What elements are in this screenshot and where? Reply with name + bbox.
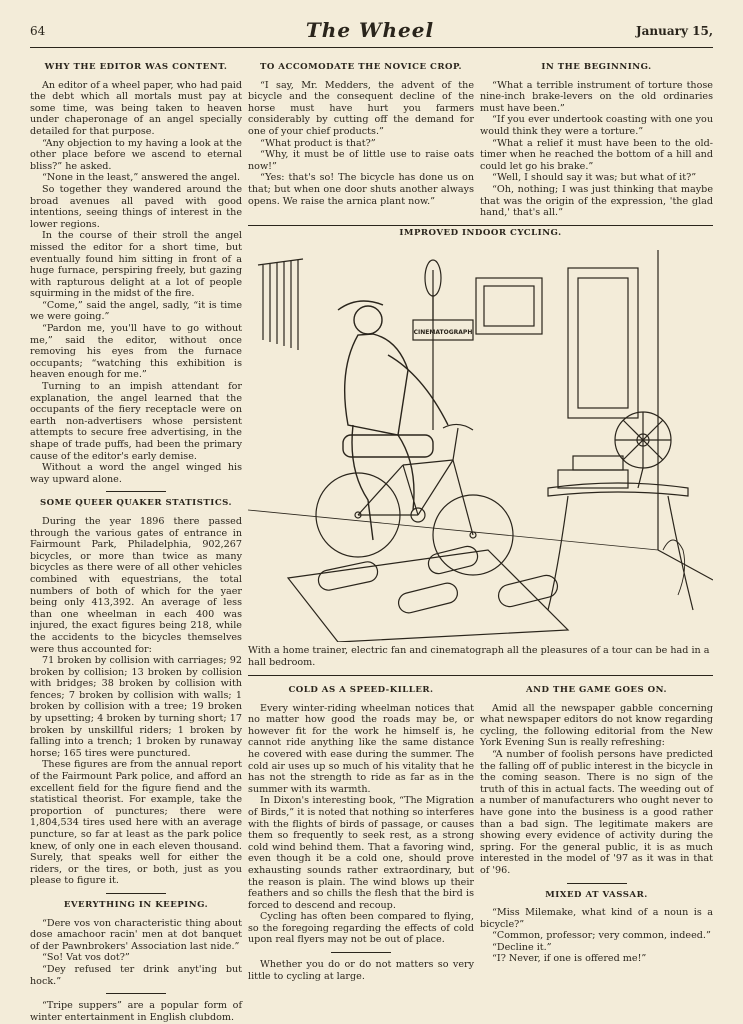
page-header xyxy=(30,18,713,46)
paragraph: “Well, I should say it was; but what of it?” xyxy=(492,172,697,184)
paragraph: “Common, professor; very common, indeed.” xyxy=(492,930,711,942)
column-right-bottom xyxy=(480,683,713,965)
paragraph: “So! Vat vos dot?” xyxy=(42,952,130,964)
paragraph: “Oh, nothing; I was just thinking that maybe that was the origin of the expression, 'the glad hand,' that's all.” xyxy=(480,183,713,219)
paragraph: “Why, it must be of little use to raise oats now!” xyxy=(248,149,474,172)
section-divider xyxy=(106,993,166,994)
paragraph: “Yes: that's so! The bicycle has done us on that; but when one door shuts another always opens. We raise the arnica plant now.” xyxy=(248,172,474,207)
paragraph: “A number of foolish persons have predicted the falling off of public interest in the bicycle in the coming season. There is no sign of the truth of this in actual facts. The weeding out of a number of manufacturers who ought never to have gone into the business is a good rather than a bad sign. The legitimate makers are showing every evidence of activity during the spring. For the general public, it is as much interested in the model of '97 as it was in that of '96. xyxy=(480,748,713,876)
paragraph: “Decline it.” xyxy=(492,941,552,953)
illustration-top-rule xyxy=(248,225,713,226)
paragraph: During the year 1896 there passed through the various gates of entrance in Fairmount Park, Philadelphia, 902,267 bicycles, or more than twice as many bicycles as there were of all other vehicles combined with equestrians, the total numbers of both of which for the yaer being only 413,392. An average of less than one wheelman in each 400 was injured, the exact figures being 218, while the accidents to the bicycles themselves were thus accounted for: xyxy=(30,515,242,655)
paragraph: “If you ever undertook coasting with one you would think they were a torture.” xyxy=(480,114,713,137)
heading-beginning: IN THE BEGINNING. xyxy=(541,62,652,72)
column-middle-bottom xyxy=(248,683,474,982)
paragraph: Every winter-riding wheelman notices that no matter how good the roads may be, or however fit for the work he himself is, he cannot ride anything like the same distance he covered with ease during the summer. The cold air uses up so much of his vitality that he has not the strength to ride as far as in the summer with its warmth. xyxy=(248,702,474,795)
paragraph: “Dey refused ter drink anyt'ing but hock.” xyxy=(30,963,242,987)
paragraph: “Miss Milemake, what kind of a noun is a bicycle?” xyxy=(480,907,713,930)
wall-panel-inner xyxy=(484,286,534,326)
paragraph: “Come,” said the angel, sadly, “it is time we were going.” xyxy=(30,299,242,323)
radiator xyxy=(258,259,303,350)
caption-bottom-rule xyxy=(248,675,713,676)
electric-fan-icon xyxy=(615,412,671,488)
paragraph: “What a terrible instrument of torture those nine-inch brake-levers on the old ordinaries must have been.” xyxy=(480,79,713,114)
heading-editor-content: WHY THE EDITOR WAS CONTENT. xyxy=(44,62,228,72)
cinematograph-sign: CINEMATOGRAPH xyxy=(413,329,473,336)
paragraph: “Pardon me, you'll have to go without me,” said the editor, without once removing his eyes from the furnace occupants; “watching this exhibition is heaven enough for me.” xyxy=(30,323,242,381)
paragraph: Whether you do or do not matters so very little to cycling at large. xyxy=(248,959,474,982)
rider-figure xyxy=(338,301,448,540)
illustration-caption: With a home trainer, electric fan and cinematograph all the pleasures of a tour can be had in a hall bedroom. xyxy=(248,645,710,668)
illustration-heading-wrap xyxy=(248,228,713,238)
header-rule xyxy=(30,47,713,48)
section-divider xyxy=(106,893,166,894)
cinematograph-device xyxy=(413,260,473,430)
heading-everything-keeping: EVERYTHING IN KEEPING. xyxy=(63,899,209,910)
indoor-cycling-illustration xyxy=(248,250,713,642)
section-divider xyxy=(331,952,391,953)
paragraph: Without a word the angel winged his way upward alone. xyxy=(30,462,242,485)
heading-novice-crop: TO ACCOMODATE THE NOVICE CROP. xyxy=(259,62,463,72)
paragraph: 71 broken by collision with carriages; 92 broken by collision; 13 broken by collision with bridges; 38 broken by collision with fences; 7 broken by collision with walls; 1 broken by collision with a tree; 19 broken by upsetting; 4 broken by turning short; 17 broken by unskillful riders; 1 broken by falling into a trench; 1 broken by runaway horse; 165 tires were punctured. xyxy=(30,655,242,759)
illustration-title: IMPROVED INDOOR CYCLING. xyxy=(399,228,562,238)
paragraph: In Dixon's interesting book, “The Migration of Birds,” it is noted that nothing so interferes with the flights of birds of passage, or causes them so frequently to seek rest, as a strong cold wind behind them. That a favoring wind, even though it be a cold one, should prove exhausting sounds rather extraordinary, but the reason is plain. The wind blows up their feathers and so chills the flesh that the bird is forced to descend and recoup. xyxy=(248,795,474,911)
page-number: 64 xyxy=(30,24,46,38)
heading-mixed-vassar: MIXED AT VASSAR. xyxy=(545,889,648,900)
paragraph: Cycling has often been compared to flying, so the foregoing regarding the effects of cold upon real flyers may not be out of place. xyxy=(248,911,474,946)
masthead-logo: The Wheel xyxy=(305,18,435,42)
paragraph: “I? Never, if one is offered me!” xyxy=(492,953,647,965)
wall-panel-inner xyxy=(578,278,628,408)
artist-signature xyxy=(663,540,685,595)
paragraph: Amid all the newspaper gabble concerning what newspaper editors do not know regarding cycling, the following editorial from the New York Evening Sun is really refreshing: xyxy=(480,702,713,749)
paragraph: “Any objection to my having a look at the other place before we ascend to eternal bliss?” he asked. xyxy=(30,137,242,172)
side-table xyxy=(548,456,693,610)
paragraph: “What a relief it must have been to the old-timer when he reached the bottom of a hill and could let go his brake.” xyxy=(480,137,713,172)
section-divider xyxy=(106,491,166,492)
heading-quaker-statistics: SOME QUEER QUAKER STATISTICS. xyxy=(39,498,233,509)
column-left xyxy=(30,60,242,1023)
paragraph: These figures are from the annual report of the Fairmount Park police, and afford an excellent field for the figure fiend and the statistical theorist. For example, take the proportion of punctures; there were 1,804,534 tires used here with an average puncture, so far at least as the park police knew, of only one in each eleven thousand. Surely, that speaks well for either the riders, or the tires, or both, just as you please to figure it. xyxy=(30,759,242,887)
section-divider xyxy=(567,883,627,884)
column-right-top xyxy=(480,60,713,219)
paragraph: “Tripe suppers” are a popular form of winter entertainment in English clubdom. xyxy=(30,1000,242,1023)
paragraph: “What product is that?” xyxy=(260,137,376,149)
paragraph: So together they wandered around the broad avenues all paved with good intentions, seeing things of interest in the lower regions. xyxy=(30,183,242,230)
paragraph: “I say, Mr. Medders, the advent of the bicycle and the consequent decline of the horse must have hurt you farmers considerably by cutting off the demand for one of your chief products.” xyxy=(248,79,474,137)
heading-game-goes-on: AND THE GAME GOES ON. xyxy=(526,685,667,695)
column-middle-top xyxy=(248,60,474,207)
paragraph: In the course of their stroll the angel missed the editor for a short time, but eventually found him sitting in front of a huge furnace, perspiring freely, but gazing with rapturous delight at a lot of people squirming in the midst of the fire. xyxy=(30,230,242,300)
paragraph: “Dere vos von characteristic thing about dose amachoor racin' men at dot banquet of der Pawnbrokers' Association last nide.” xyxy=(30,917,242,952)
paragraph: Turning to an impish attendant for explanation, the angel learned that the occupants of the fiery receptacle were on earth non-advertisers whose persistent attempts to secure free advertising, in the shape of trade puffs, had been the primary cause of the editor's early demise. xyxy=(30,381,242,462)
heading-cold-speed-killer: COLD AS A SPEED-KILLER. xyxy=(288,685,434,695)
paragraph: An editor of a wheel paper, who had paid the debt which all mortals must pay at some time, was being taken to heaven under chaperonage of an angel specially detailed for that purpose. xyxy=(30,79,243,137)
paragraph: “None in the least,” answered the angel. xyxy=(42,172,241,184)
issue-date: January 15, xyxy=(635,24,713,38)
